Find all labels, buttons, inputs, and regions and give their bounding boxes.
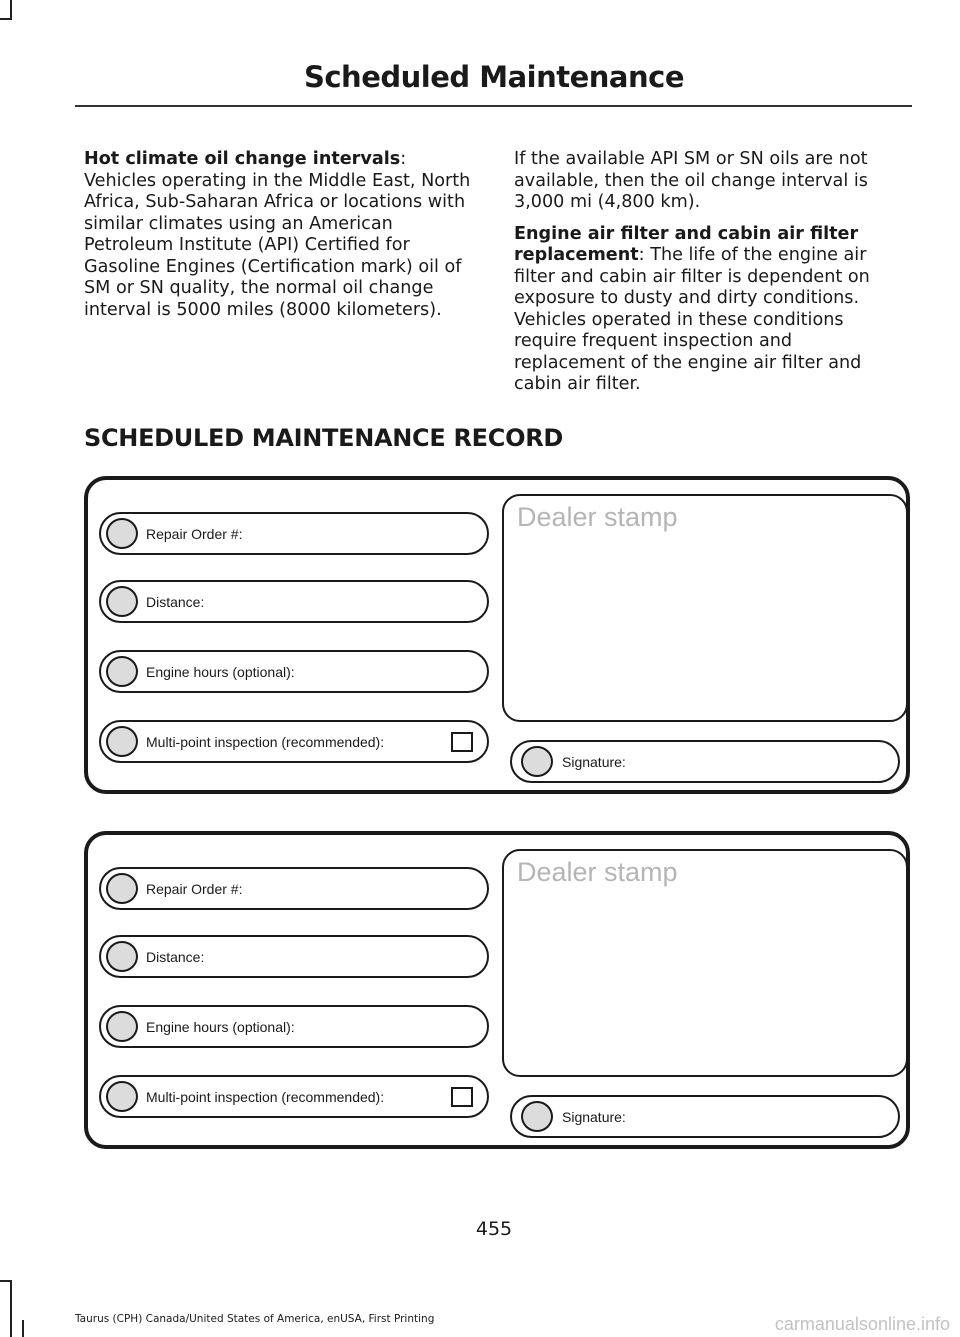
field-bullet-icon bbox=[106, 518, 138, 549]
repair-order-label: Repair Order #: bbox=[146, 881, 243, 897]
engine-hours-label: Engine hours (optional): bbox=[146, 664, 295, 680]
inspection-checkbox[interactable] bbox=[451, 1087, 473, 1107]
inspection-label: Multi-point inspection (recommended): bbox=[146, 734, 385, 750]
inspection-checkbox[interactable] bbox=[451, 732, 473, 752]
distance-field[interactable] bbox=[99, 580, 489, 623]
crop-mark bbox=[22, 1320, 24, 1337]
crop-mark bbox=[10, 0, 12, 18]
air-filter-body: The life of the engine air filter and cabin air filter is dependent on exposure to dusty and dirty conditions. Vehicles operated in these conditions require frequent inspection and replacement of the engine air filter and cabin air filter. bbox=[514, 245, 870, 394]
engine-hours-field[interactable] bbox=[99, 1005, 489, 1048]
field-bullet-icon bbox=[106, 1081, 138, 1112]
air-filter-heading: Engine air filter and cabin air filter replacement bbox=[514, 223, 859, 265]
engine-hours-label: Engine hours (optional): bbox=[146, 1019, 295, 1035]
dealer-stamp-box bbox=[502, 849, 908, 1077]
field-bullet-icon bbox=[106, 1011, 138, 1042]
dealer-stamp-label: Dealer stamp bbox=[517, 502, 678, 532]
signature-label: Signature: bbox=[562, 1109, 626, 1125]
hot-climate-heading: Hot climate oil change intervals bbox=[84, 149, 401, 169]
hot-climate-paragraph bbox=[84, 149, 478, 321]
crop-mark bbox=[0, 18, 12, 20]
inspection-field bbox=[99, 720, 489, 763]
heading-separator: : bbox=[638, 245, 645, 265]
inspection-label: Multi-point inspection (recommended): bbox=[146, 1089, 385, 1105]
distance-label: Distance: bbox=[146, 594, 205, 610]
watermark: carmanualsonline.info bbox=[774, 1314, 950, 1334]
dealer-stamp-label: Dealer stamp bbox=[517, 857, 678, 887]
api-oil-paragraph: If the available API SM or SN oils are not available, then the oil change interval is 3,000 mi (4,800 km). bbox=[514, 149, 868, 212]
distance-field[interactable] bbox=[99, 935, 489, 978]
repair-order-label: Repair Order #: bbox=[146, 526, 243, 542]
engine-hours-field[interactable] bbox=[99, 650, 489, 693]
maintenance-record-card bbox=[84, 476, 910, 794]
field-bullet-icon bbox=[106, 941, 138, 972]
maintenance-record-card bbox=[84, 831, 910, 1149]
right-column bbox=[514, 149, 898, 406]
field-bullet-icon bbox=[106, 656, 138, 687]
title-rule bbox=[75, 105, 912, 107]
hot-climate-body: Vehicles operating in the Middle East, North Africa, Sub-Saharan Africa or locations with similar climates using an American Petroleum Institute (API) Certified for Gasoline Engines (Certification mark) oil of SM or SN quality, the normal oil change interval is 5000 miles (8000 kilometers). bbox=[84, 170, 471, 320]
signature-field[interactable] bbox=[510, 1095, 900, 1138]
repair-order-field[interactable] bbox=[99, 867, 489, 910]
heading-separator: : bbox=[400, 149, 407, 169]
left-column bbox=[84, 149, 478, 331]
distance-label: Distance: bbox=[146, 949, 205, 965]
dealer-stamp-box bbox=[502, 494, 908, 722]
field-bullet-icon bbox=[521, 1101, 553, 1132]
page-title: Scheduled Maintenance bbox=[303, 60, 685, 94]
field-bullet-icon bbox=[106, 586, 138, 617]
signature-field[interactable] bbox=[510, 740, 900, 783]
field-bullet-icon bbox=[521, 746, 553, 777]
inspection-field bbox=[99, 1075, 489, 1118]
page-number: 455 bbox=[475, 1218, 513, 1240]
crop-mark bbox=[10, 1280, 12, 1337]
edition-footer: Taurus (CPH) Canada/United States of America, enUSA, First Printing bbox=[75, 1313, 435, 1325]
field-bullet-icon bbox=[106, 873, 138, 904]
section-heading: SCHEDULED MAINTENANCE RECORD bbox=[84, 424, 563, 452]
field-bullet-icon bbox=[106, 726, 138, 757]
crop-mark bbox=[0, 1280, 12, 1282]
air-filter-paragraph bbox=[514, 224, 898, 396]
repair-order-field[interactable] bbox=[99, 512, 489, 555]
signature-label: Signature: bbox=[562, 754, 626, 770]
